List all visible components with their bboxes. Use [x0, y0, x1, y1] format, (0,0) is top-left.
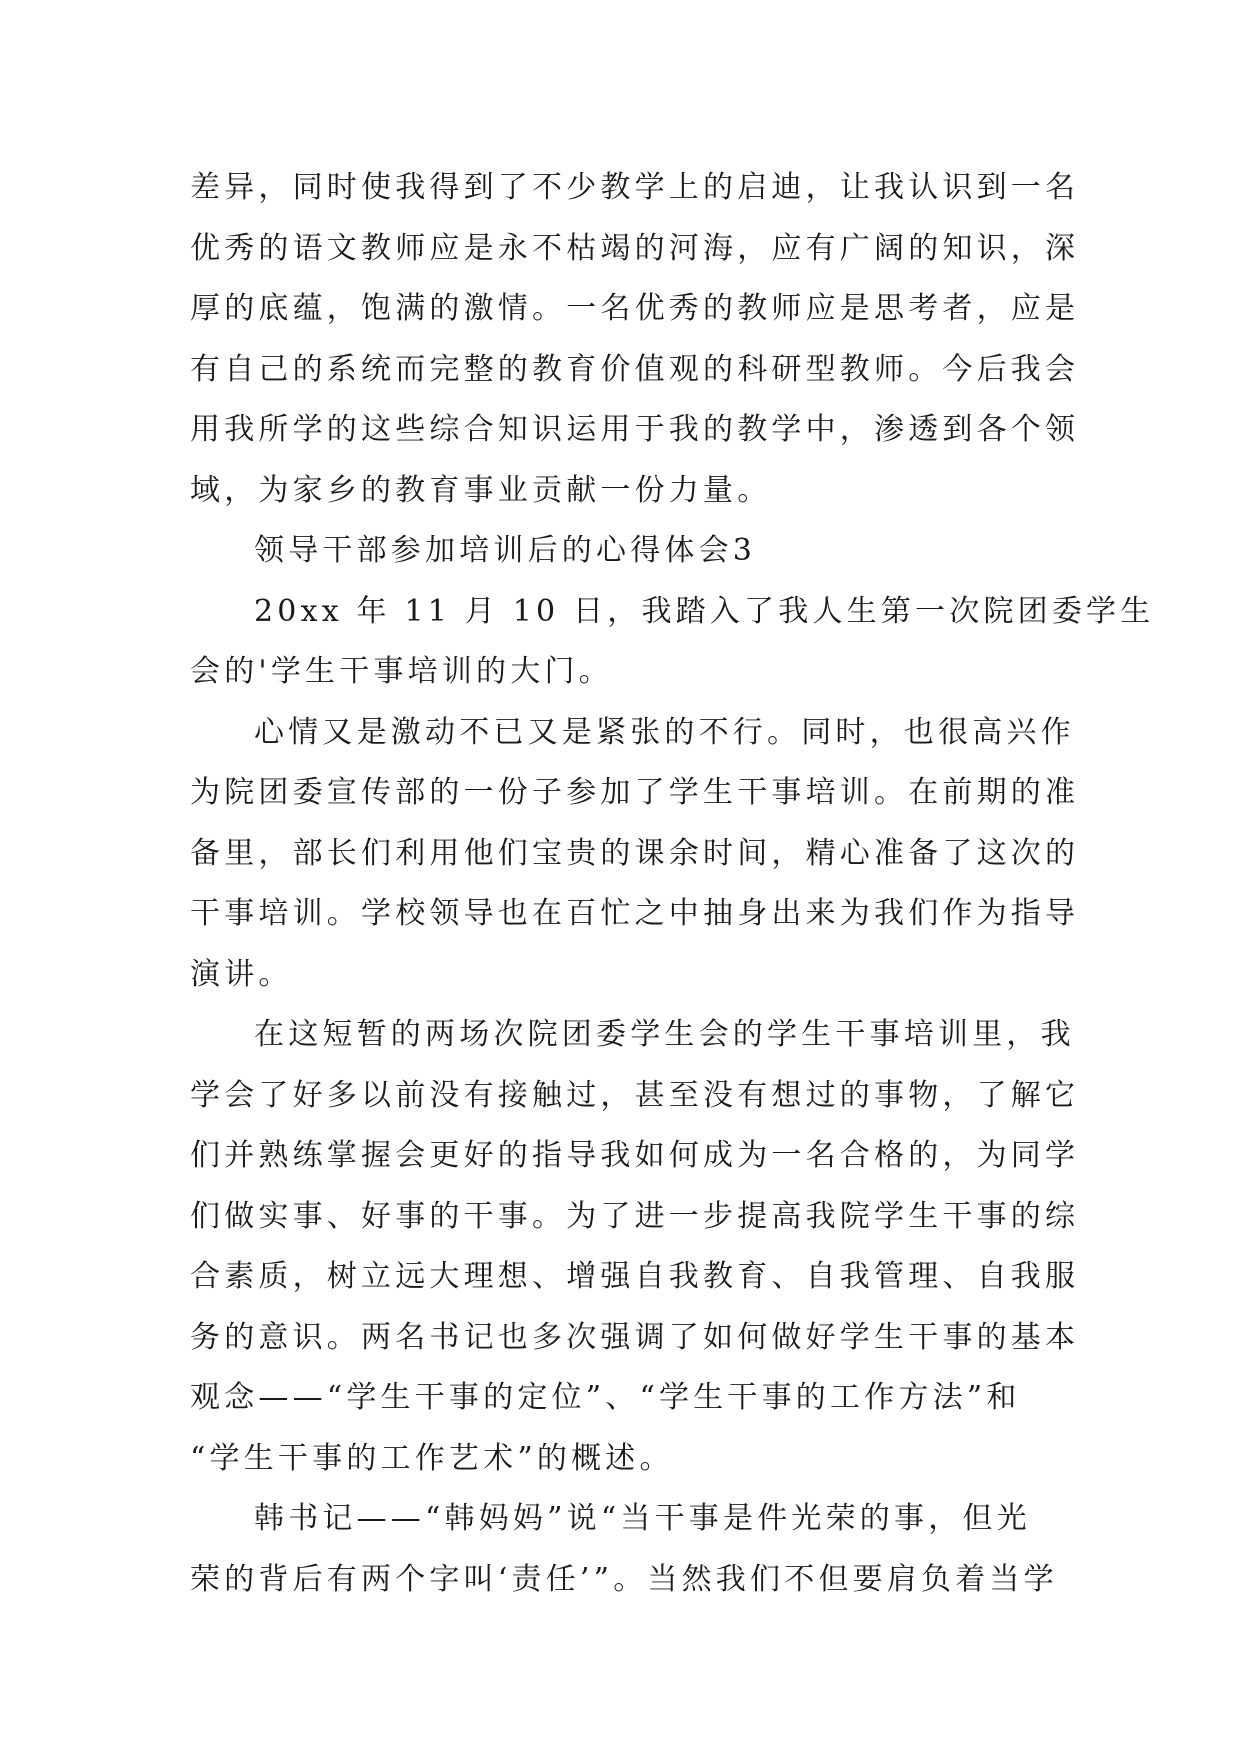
section-heading: 领导干部参加培训后的心得体会3 — [254, 533, 757, 568]
body-line: 优秀的语文教师应是永不枯竭的河海，应有广阔的知识，深 — [190, 230, 1080, 266]
body-line: 观念——“学生干事的定位”、“学生干事的工作方法”和 — [190, 1380, 1021, 1415]
body-line: 心情又是激动不已又是紧张的不行。同时，也很高兴作 — [254, 714, 1075, 750]
body-line: 韩书记——“韩妈妈”说“当干事是件光荣的事，但光 — [254, 1501, 1031, 1536]
body-line: 差异，同时使我得到了不少教学上的启迪，让我认识到一名 — [190, 170, 1080, 205]
body-line: 学会了好多以前没有接触过，甚至没有想过的事物，了解它 — [190, 1077, 1080, 1113]
body-line: 有自己的系统而完整的教育价值观的科研型教师。今后我会 — [190, 351, 1080, 387]
body-line: 务的意识。两名书记也多次强调了如何做好学生干事的基本 — [190, 1319, 1080, 1355]
body-line: 厚的底蕴，饱满的激情。一名优秀的教师应是思考者，应是 — [190, 291, 1080, 326]
body-line: “学生干事的工作艺术”的概述。 — [190, 1440, 674, 1476]
body-line: 20xx 年 11 月 10 日，我踏入了我人生第一次院团委学生 — [254, 593, 1155, 629]
body-line: 用我所学的这些综合知识运用于我的教学中，渗透到各个领 — [190, 412, 1080, 447]
body-line: 备里，部长们利用他们宝贵的课余时间，精心准备了这次的 — [190, 835, 1080, 871]
document-body — [190, 158, 1155, 1610]
body-line: 域，为家乡的教育事业贡献一份力量。 — [190, 472, 772, 508]
body-line: 们并熟练掌握会更好的指导我如何成为一名合格的，为同学 — [190, 1138, 1080, 1173]
body-line: 演讲。 — [190, 956, 293, 992]
body-line: 会的'学生干事培训的大门。 — [190, 654, 613, 689]
body-line: 为院团委宣传部的一份子参加了学生干事培训。在前期的准 — [190, 775, 1080, 810]
body-line: 荣的背后有两个字叫‘责任’”。当然我们不但要肩负着当学 — [190, 1561, 1058, 1597]
body-line: 合素质，树立远大理想、增强自我教育、自我管理、自我服 — [190, 1259, 1080, 1294]
body-line: 在这短暂的两场次院团委学生会的学生干事培训里，我 — [254, 1017, 1075, 1052]
body-line: 们做实事、好事的干事。为了进一步提高我院学生干事的综 — [190, 1198, 1080, 1234]
body-line: 干事培训。学校领导也在百忙之中抽身出来为我们作为指导 — [190, 896, 1080, 931]
